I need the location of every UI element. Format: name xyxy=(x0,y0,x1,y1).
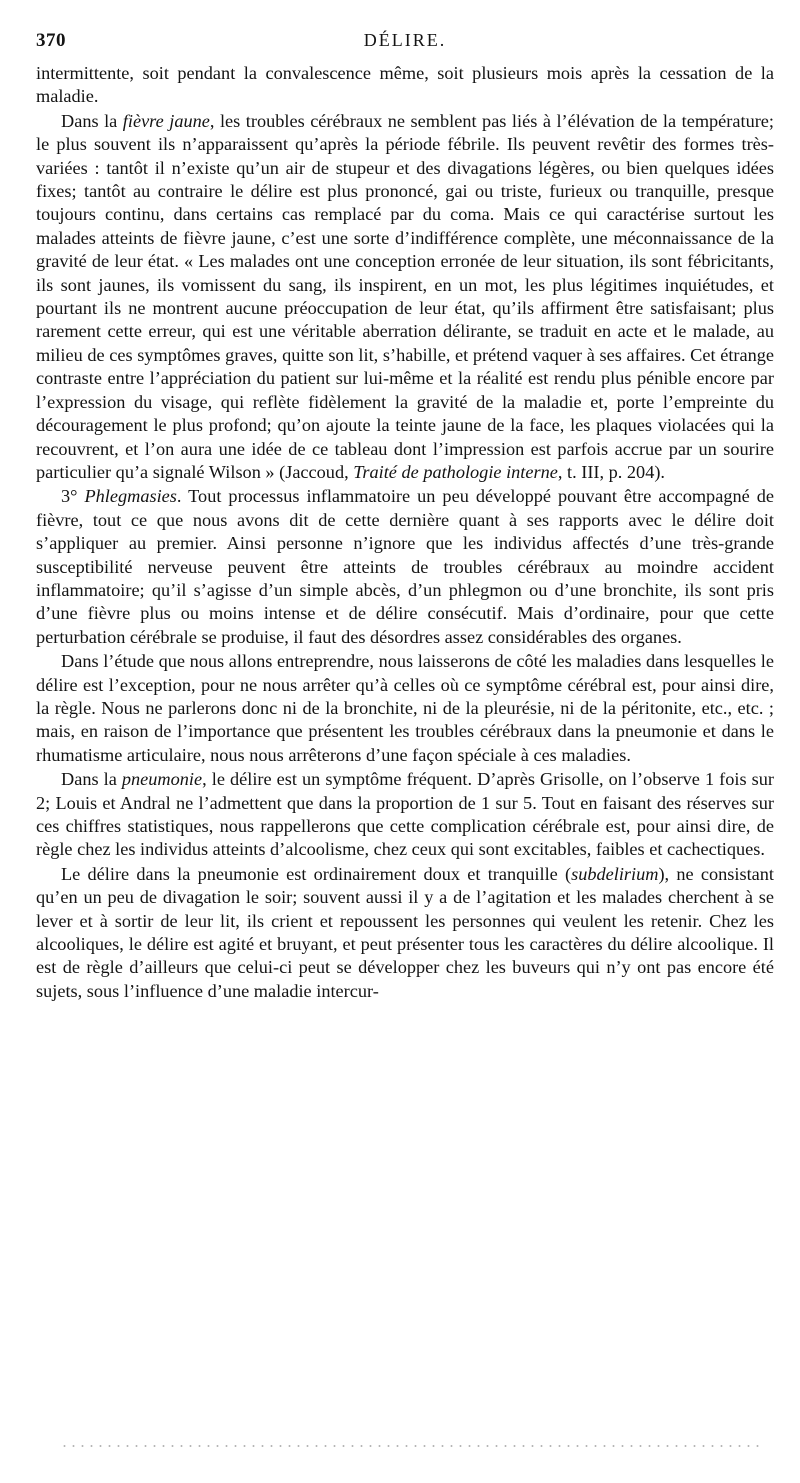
running-title: DÉLIRE. xyxy=(363,30,447,50)
paragraph-etude xyxy=(36,650,774,767)
italic-term: fièvre jaune xyxy=(122,110,210,131)
paragraph-pneumonie xyxy=(36,768,774,862)
paragraph-fievre-jaune xyxy=(36,110,774,485)
paragraph-text: 3° xyxy=(61,486,85,507)
paragraph-text: Le délire dans la pneumonie est ordinairement doux et tranquille ( xyxy=(61,863,572,884)
paragraph-text: intermittente, soit pendant la convalescence même, soit plusieurs mois après la cessation de la maladie. xyxy=(36,63,774,107)
page-number: 370 xyxy=(36,30,66,51)
paragraph-text: Dans l’étude que nous allons entreprendre, nous laisserons de côté les maladies dans lesquelles le délire est l’exception, pour ne nous arrêter qu’à celles où ce symptôme cérébral est, pour ainsi dire, la règle. Nous ne parlerons donc ni de la bronchite, ni de la pleurésie, ni de la péritonite, etc., etc. ; mais, en raison de l’importance que présentent les troubles cérébraux dans la pneumonie et dans le rhumatisme articulaire, nous nous arrêterons d’une façon spéciale à ces maladies. xyxy=(36,651,774,765)
page-header xyxy=(36,30,774,60)
paragraph-phlegmasies xyxy=(36,485,774,649)
paragraph-text: , les troubles cérébraux ne semblent pas liés à l’élévation de la température; le plus souvent ils n’apparaissent qu’après la période fébrile. Ils peuvent revêtir des formes très-variées : tantôt il n’existe qu’un air de stupeur et des divagations légères, ou bien quelques idées fixes; tantôt au contraire le délire est plus prononcé, gai ou triste, furieux ou tranquille, presque toujours continu, dans certains cas remplacé par du coma. Mais ce qui caractérise surtout les malades atteints de fièvre jaune, c’est une sorte d’indifférence complète, une méconnaissance de la gravité de leur état. « Les malades ont une conception erronée de leur situation, ils sont fébricitants, ils sont jaunes, ils vomissent du sang, ils inspirent, en un mot, les plus légitimes inquiétudes, et pourtant ils ne montrent aucune préoccupation de leur état, qu’ils affirment être satisfaisant; plus rarement cette erreur, qui est une véritable aberration délirante, se traduit en acte et le malade, au milieu de ces symptômes graves, quitte son lit, s’habille, et prétend vaquer à ses affaires. Cet étrange contraste entre l’appréciation du patient sur lui-même et la réalité est rendu plus pénible encore par l’expression du visage, qui reflète fidèlement la gravité de la maladie et, porte l’empreinte du découragement le plus profond; qu’on ajoute la teinte jaune de la face, les plaques violacées qui la recouvrent, et l’on aura une idée de ce tableau dont l’impression est parfois accrue par un sourire particulier qu’a signalé Wilson » (Jaccoud, xyxy=(36,110,774,482)
paragraph-text: Dans la xyxy=(61,110,123,131)
section-heading: Phlegmasies xyxy=(84,486,177,507)
paragraph-text: Dans la xyxy=(61,769,122,790)
scan-noise xyxy=(60,1443,760,1449)
italic-term: subdelirium xyxy=(571,863,659,884)
paragraph-text: . Tout processus inflammatoire un peu développé pouvant être accompagné de fièvre, tout ce que nous avons dit de cette dernière quant à ses rapports avec le délire doit s’appliquer au premier. Ainsi personne n’ignore que les individus affectés d’une très-grande susceptibilité nerveuse peuvent être atteints de troubles cérébraux au moindre accident inflammatoire; qu’il s’agisse d’un simple abcès, d’un phlegmon ou d’une bronchite, ils sont pris d’une fièvre plus ou moins intense et de délire consécutif. Mais d’ordinaire, pour que cette perturbation cérébrale se produise, il faut des désordres assez considérables des organes. xyxy=(36,486,774,647)
italic-term: pneumonie xyxy=(121,769,203,790)
paragraph-text: , le délire est un symptôme fréquent. D’après Grisolle, on l’observe 1 fois sur 2; Louis et Andral ne l’admettent que dans la proportion de 1 sur 5. Tout en faisant des réserves sur ces chiffres statistiques, nous rappellerons que cette complication cérébrale est, pour ainsi dire, de règle chez les individus atteints d’alcoolisme, chez ceux qui sont excitables, faibles et cachectiques. xyxy=(36,769,775,860)
paragraph-text: , t. III, p. 204). xyxy=(557,461,666,482)
paragraph-continuation xyxy=(36,62,774,109)
paragraph-subdelirium xyxy=(36,863,774,1003)
paragraph-text: ), ne consistant qu’en un peu de divagation le soir; souvent aussi il y a de l’agitation et les malades cherchent à se lever et à sortir de leur lit, ils crient et repoussent les personnes qui veulent les retenir. Chez les alcooliques, le délire est agité et bruyant, et peut présenter tous les caractères du délire alcoolique. Il est de règle d’ailleurs que celui-ci peut se développer chez les buveurs qui n’y ont pas encore été sujets, sous l’influence d’une maladie intercur- xyxy=(36,863,775,1001)
italic-title: Traité de pathologie interne xyxy=(353,461,558,482)
body-text xyxy=(36,62,774,1003)
